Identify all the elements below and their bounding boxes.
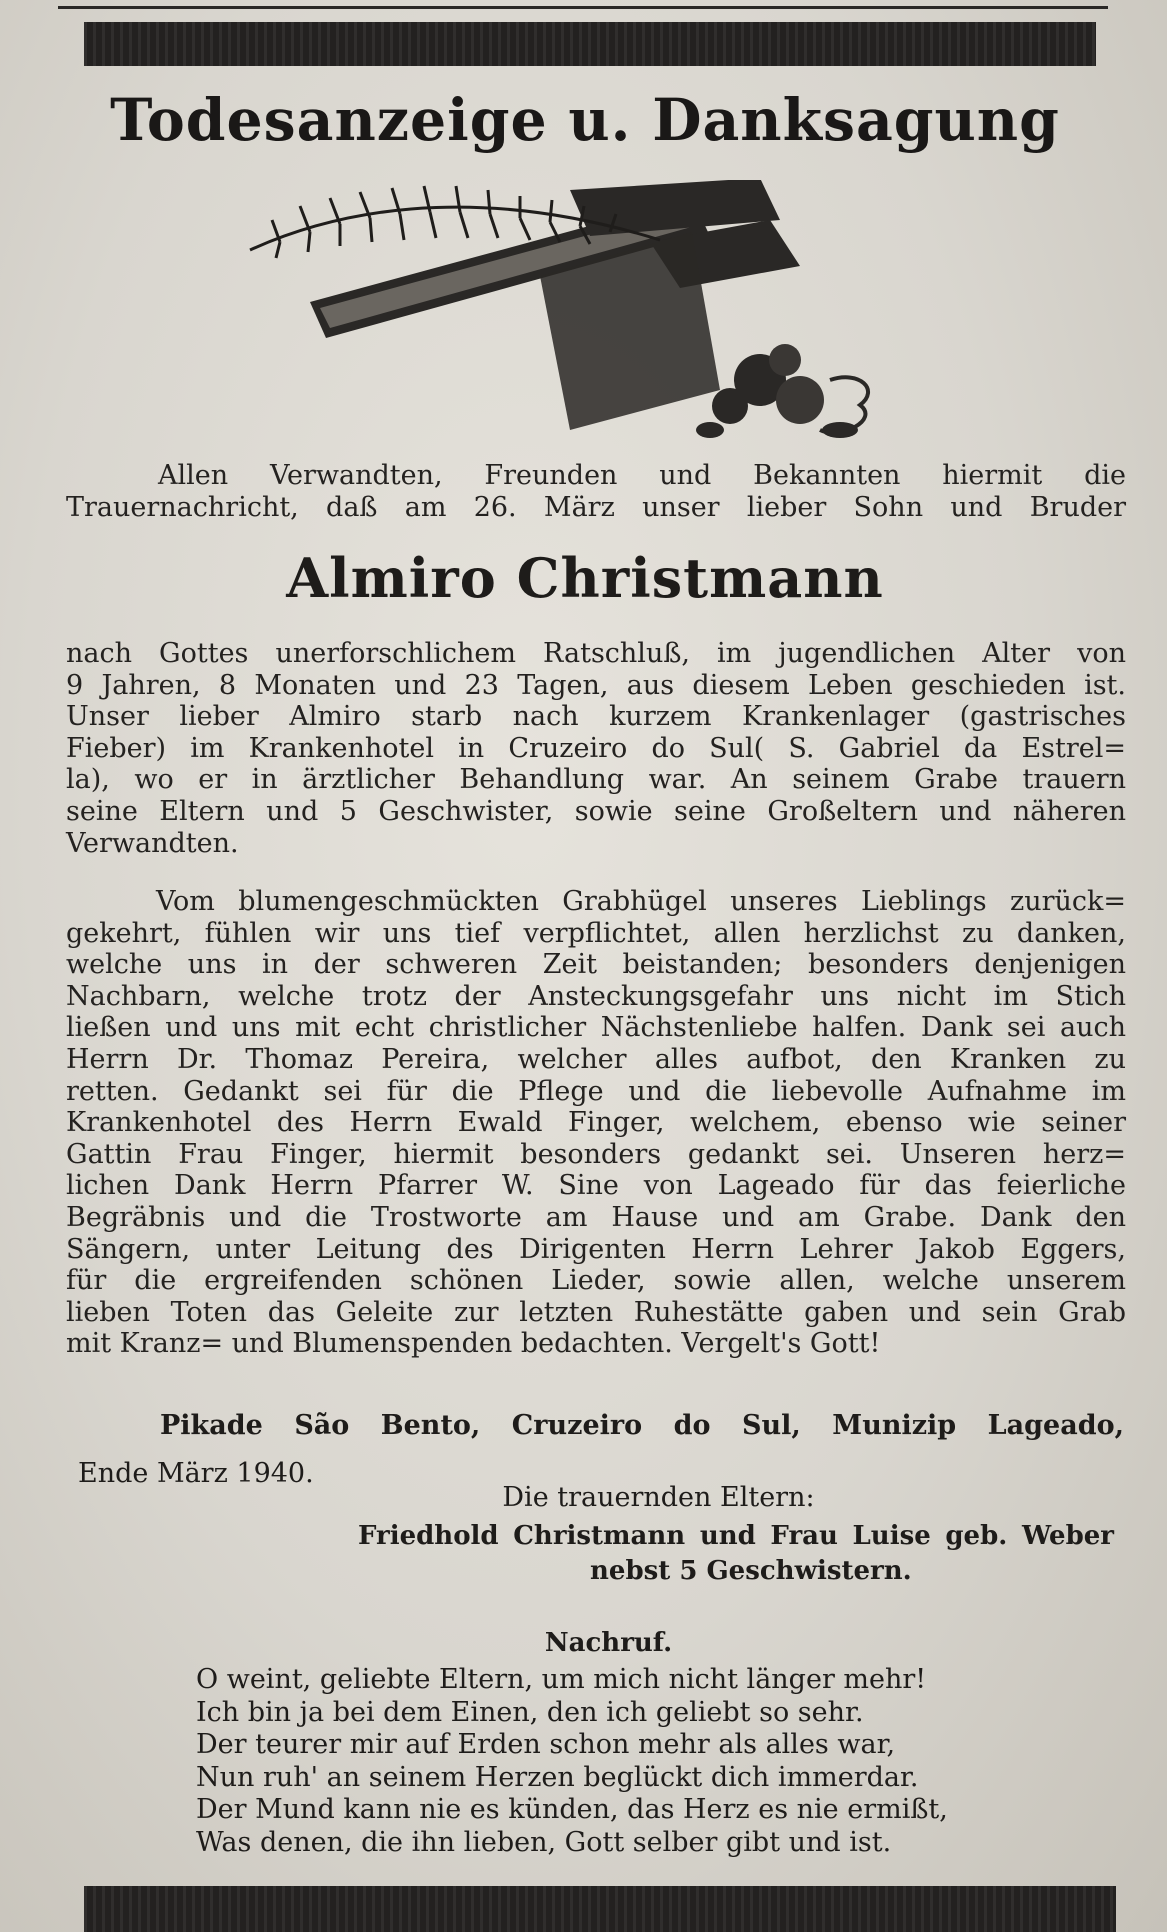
flowers-icon: [696, 344, 868, 438]
poem-line: Der Mund kann nie es künden, das Herz es nie ermißt,: [196, 1794, 948, 1826]
body-paragraph-2: [66, 886, 1126, 1360]
text-line: Nachbarn, welche trotz der Ansteckungsgefahr uns nicht im Stich: [66, 980, 1126, 1012]
text-line: gekehrt, fühlen wir uns tief verpflichtet, allen herzlichst zu danken,: [66, 917, 1126, 949]
text-line: Unser lieber Almiro starb nach kurzem Krankenlager (gastrisches: [66, 701, 1126, 733]
poem-line: Der teurer mir auf Erden schon mehr als alles war,: [196, 1729, 896, 1761]
poem-line: Nun ruh' an seinem Herzen beglückt dich immerdar.: [196, 1761, 919, 1793]
parents-label: Die trauernden Eltern:: [502, 1482, 815, 1513]
date-line: Ende März 1940.: [78, 1458, 314, 1489]
text-line: Allen Verwandten, Freunden und Bekannten hiermit die: [158, 460, 1126, 491]
text-line: Herrn Dr. Thomaz Pereira, welcher alles aufbot, den Kranken zu: [66, 1043, 1126, 1075]
text-line: welche uns in der schweren Zeit beistanden; besonders denjenigen: [66, 949, 1126, 981]
nachruf-poem: [196, 1664, 1076, 1860]
body-paragraph-1: [66, 638, 1126, 859]
poem-line: O weint, geliebte Eltern, um mich nicht länger mehr!: [196, 1664, 927, 1695]
text-line: Krankenhotel des Herrn Ewald Finger, welchem, ebenso wie seiner: [66, 1107, 1126, 1139]
bottom-border-bar: [84, 1886, 1116, 1932]
parents-names: Friedhold Christmann und Frau Luise geb. Weber: [358, 1521, 1114, 1551]
text-line: für die ergreifenden schönen Lieder, sowie allen, welche unserem: [66, 1265, 1126, 1297]
intro-paragraph: [66, 460, 1126, 523]
parents-sub: nebst 5 Geschwistern.: [590, 1556, 912, 1586]
text-line: Vom blumengeschmückten Grabhügel unseres Lieblings zurück=: [156, 886, 1126, 917]
text-line: lieben Toten das Geleite zur letzten Ruhestätte gaben und sein Grab: [66, 1296, 1126, 1328]
text-line: Sängern, unter Leitung des Dirigenten Herrn Lehrer Jakob Eggers,: [66, 1233, 1126, 1265]
text-line: Trauernachricht, daß am 26. März unser lieber Sohn und Bruder: [66, 491, 1126, 523]
text-line: lichen Dank Herrn Pfarrer W. Sine von Lageado für das feierliche: [66, 1170, 1126, 1202]
text-line: la), wo er in ärztlicher Behandlung war. An seinem Grabe trauern: [66, 764, 1126, 796]
text-line: Fieber) im Krankenhotel in Cruzeiro do Sul( S. Gabriel da Estrel=: [66, 732, 1126, 764]
text-line: 9 Jahren, 8 Monaten und 23 Tagen, aus diesem Leben geschieden ist.: [66, 669, 1126, 701]
place-line: Pikade São Bento, Cruzeiro do Sul, Munizip Lageado,: [160, 1410, 1124, 1441]
text-line: Gattin Frau Finger, hiermit besonders gedankt sei. Unseren herz=: [66, 1138, 1126, 1170]
text-line: Begräbnis und die Trostworte am Hause und am Grabe. Dank den: [66, 1201, 1126, 1233]
nachruf-title: Nachruf.: [544, 1628, 673, 1658]
text-line: ließen und uns mit echt christlicher Nächstenliebe halfen. Dank sei auch: [66, 1012, 1126, 1044]
text-line: seine Eltern und 5 Geschwister, sowie seine Großeltern und näheren: [66, 795, 1126, 827]
deceased-name: Almiro Christmann: [286, 546, 884, 610]
poem-line: Ich bin ja bei dem Einen, den ich geliebt so sehr.: [196, 1696, 864, 1728]
poem-line: Was denen, die ihn lieben, Gott selber gibt und ist.: [196, 1826, 892, 1858]
cross-palm-emblem: [240, 180, 980, 460]
top-border-bar: [84, 22, 1096, 66]
top-rule: [58, 6, 1108, 9]
text-line: Verwandten.: [66, 827, 239, 859]
text-line: nach Gottes unerforschlichem Ratschluß, im jugendlichen Alter von: [66, 638, 1126, 669]
headline: Todesanzeige u. Danksagung: [110, 86, 1060, 154]
text-line: mit Kranz= und Blumenspenden bedachten. Vergelt's Gott!: [66, 1328, 881, 1360]
text-line: retten. Gedankt sei für die Pflege und die liebevolle Aufnahme im: [66, 1075, 1126, 1107]
